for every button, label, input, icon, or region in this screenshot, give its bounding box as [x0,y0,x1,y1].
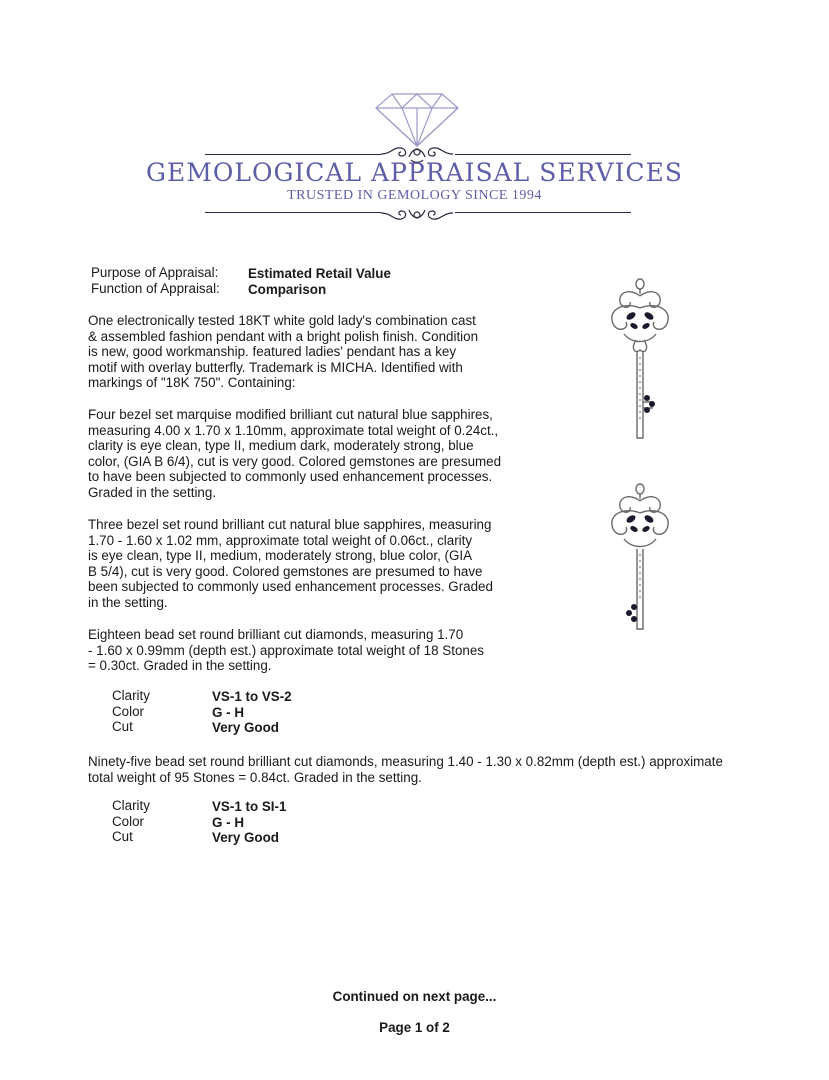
diamonds-95-paragraph [88,754,748,785]
diamonds-18-paragraph [88,627,528,674]
paragraph-line: Ninety-five bead set round brilliant cut diamonds, measuring 1.40 - 1.30 x 0.82mm (depth est.) approximate [88,754,723,769]
scroll-ornament-icon [379,202,455,224]
description-line: One electronically tested 18KT white gold lady's combination cast [88,313,476,328]
page-number: Page 1 of 2 [379,1020,450,1035]
paragraph-line: Four bezel set marquise modified brilliant cut natural blue sapphires, [88,407,493,422]
header-top-rule [205,154,381,155]
paragraph-line: B 5/4), cut is very good. Colored gemstones are presumed to have [88,563,483,579]
cut-label: Cut [112,829,133,844]
paragraph-line: measuring 4.00 x 1.70 x 1.10mm, approximate total weight of 0.24ct., [88,422,499,438]
header-bottom-rule [205,212,381,213]
pendant-photo-angle [600,483,680,641]
color-label: Color [112,814,144,829]
paragraph-line: total weight of 95 Stones = 0.84ct. Graded in the setting. [88,769,422,785]
clarity-value: VS-1 to SI-1 [212,799,287,814]
description-line: markings of "18K 750". Containing: [88,375,296,391]
paragraph-line: = 0.30ct. Graded in the setting. [88,658,272,674]
paragraph-line: clarity is eye clean, type II, medium dark, moderately strong, blue [88,438,474,454]
paragraph-line: 1.70 - 1.60 x 1.02 mm, approximate total weight of 0.06ct., clarity [88,532,473,548]
cut-value: Very Good [212,720,279,735]
paragraph-line: Eighteen bead set round brilliant cut diamonds, measuring 1.70 [88,627,464,642]
paragraph-line: color, (GIA B 6/4), cut is very good. Colored gemstones are presumed [88,453,502,469]
clarity-label: Clarity [112,688,150,703]
cut-value: Very Good [212,830,279,845]
clarity-value: VS-1 to VS-2 [212,689,292,704]
description-line: motif with overlay butterfly. Trademark is MICHA. Identified with [88,359,463,375]
diamond-logo-icon [374,88,460,148]
header-top-rule [455,154,631,155]
paragraph-line: Three bezel set round brilliant cut natural blue sapphires, measuring [88,517,492,532]
header-bottom-rule [455,212,631,213]
clarity-label: Clarity [112,798,150,813]
continued-note: Continued on next page... [332,989,497,1004]
paragraph-line: in the setting. [88,594,168,610]
marquise-sapphires-paragraph [88,407,528,501]
function-label: Function of Appraisal: [91,281,220,296]
paragraph-line: Graded in the setting. [88,484,217,500]
paragraph-line: - 1.60 x 0.99mm (depth est.) approximate total weight of 18 Stones [88,642,484,658]
color-value: G - H [212,815,244,830]
color-value: G - H [212,705,244,720]
color-label: Color [112,704,144,719]
paragraph-line: is eye clean, type II, medium, moderately strong, blue color, (GIA [88,548,473,564]
purpose-value: Estimated Retail Value [248,266,391,281]
paragraph-line: to have been subjected to commonly used enhancement processes. [88,469,493,485]
round-sapphires-paragraph [88,517,528,611]
description-line: is new, good workmanship. featured ladies' pendant has a key [88,344,457,360]
description-line: & assembled fashion pendant with a bright polish finish. Condition [88,328,479,344]
function-value: Comparison [248,282,327,297]
cut-label: Cut [112,719,133,734]
purpose-label: Purpose of Appraisal: [91,265,219,280]
company-tagline: TRUSTED IN GEMOLOGY SINCE 1994 [287,188,542,203]
paragraph-line: been subjected to commonly used enhancement processes. Graded [88,579,493,595]
pendant-photo-front [600,278,680,456]
item-description [88,313,528,391]
company-name: GEMOLOGICAL APPRAISAL SERVICES [146,158,683,187]
